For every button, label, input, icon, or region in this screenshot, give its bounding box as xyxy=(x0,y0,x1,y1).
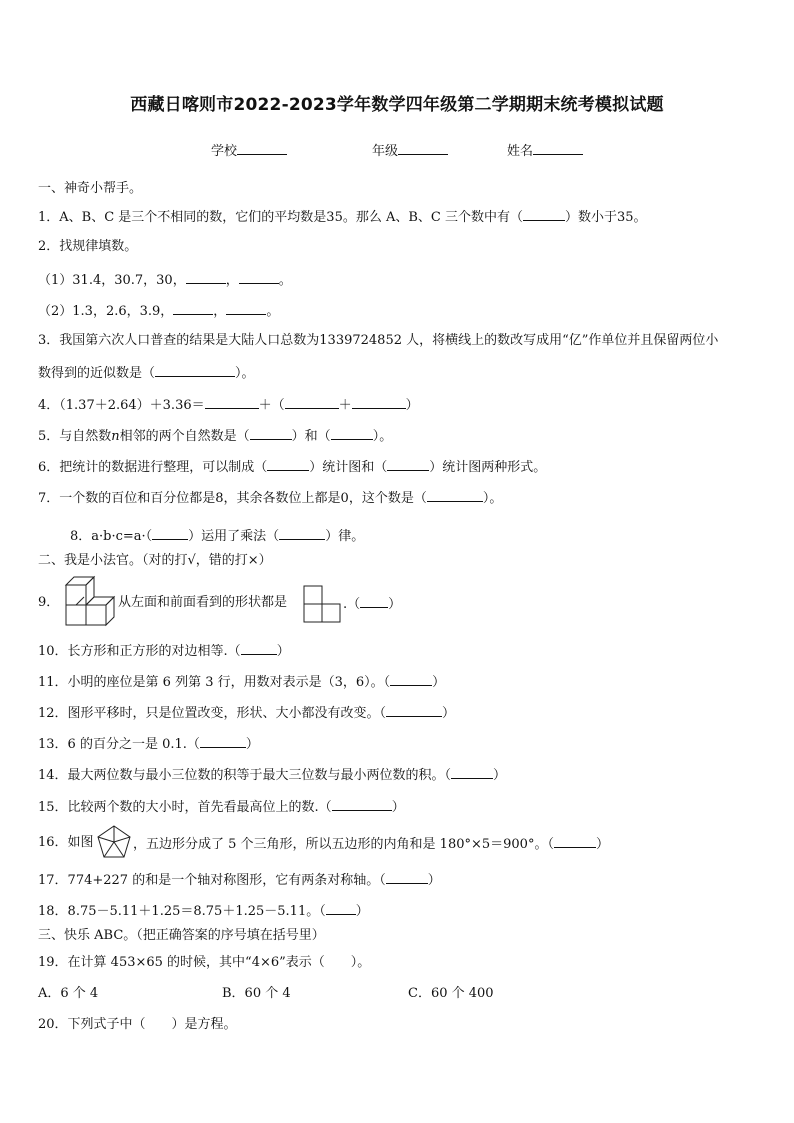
q12-blank[interactable] xyxy=(386,703,442,717)
view-shape-figure xyxy=(302,584,342,624)
section-2-heading: 二、我是小法官。（对的打√，错的打×） xyxy=(38,553,272,568)
question-16-prefix: 16．如图 xyxy=(38,835,94,850)
grade-field xyxy=(372,140,448,159)
q8-blank-b[interactable] xyxy=(279,526,325,540)
name-blank[interactable] xyxy=(533,141,583,155)
question-20-stem: 20．下列式子中（ ）是方程。 xyxy=(38,1017,237,1032)
section-3-heading: 三、快乐 ABC。（把正确答案的序号填在括号里） xyxy=(38,928,325,943)
school-field xyxy=(211,140,287,159)
q2-2-blank-a[interactable] xyxy=(173,301,213,315)
q6-blank-b[interactable] xyxy=(387,457,429,471)
question-4: 4．（1.37＋2.64）＋3.36＝ ＋（ ＋ ） xyxy=(38,395,419,415)
question-17: 17．774+227 的和是一个轴对称图形，它有两条对称轴。（ ） xyxy=(38,870,441,890)
question-3-line-1: 3．我国第六次人口普查的结果是大陆人口总数为1339724852 人，将横线上的数改写成用“亿”作单位并且保留两位小 xyxy=(38,333,719,348)
question-8: 8．a·b·c=a·（ ）运用了乘法（ ）律。 xyxy=(70,526,364,546)
question-14: 14．最大两位数与最小三位数的积等于最大三位数与最小两位数的积。（ ） xyxy=(38,765,506,785)
question-19-option-c[interactable]: C．60 个 400 xyxy=(408,986,494,1001)
question-12: 12．图形平移时，只是位置改变，形状、大小都没有改变。（ ） xyxy=(38,703,455,723)
question-11: 11．小明的座位是第 6 列第 3 行，用数对表示是（3，6）。（ ） xyxy=(38,672,445,692)
page-title: 西藏日喀则市2022-2023学年数学四年级第二学期期末统考模拟试题 xyxy=(130,95,664,115)
q11-blank[interactable] xyxy=(390,672,432,686)
q5-blank-b[interactable] xyxy=(331,426,373,440)
q6-blank-a[interactable] xyxy=(267,457,309,471)
q17-blank[interactable] xyxy=(386,870,428,884)
question-9-answer: .（ ） xyxy=(343,594,401,614)
question-5: 5．与自然数n相邻的两个自然数是（ ）和（ ）。 xyxy=(38,426,392,446)
name-label: 姓名 xyxy=(507,144,534,159)
q16-blank[interactable] xyxy=(554,834,596,848)
q18-blank[interactable] xyxy=(326,901,356,915)
question-7: 7．一个数的百位和百分位都是8，其余各数位上都是0，这个数是（ ）。 xyxy=(38,488,502,508)
q13-blank[interactable] xyxy=(200,734,246,748)
question-6: 6．把统计的数据进行整理，可以制成（ ）统计图和（ ）统计图两种形式。 xyxy=(38,457,546,477)
school-blank[interactable] xyxy=(237,141,287,155)
question-2-part-2: （2）1.3，2.6，3.9， ， 。 xyxy=(38,301,279,321)
question-18: 18．8.75－5.11＋1.25＝8.75＋1.25－5.11。（ ） xyxy=(38,901,369,921)
q2-1-blank-b[interactable] xyxy=(239,270,279,284)
q8-blank-a[interactable] xyxy=(152,526,188,540)
question-1: 1．A、B、C 是三个不相同的数，它们的平均数是35。那么 A、B、C 三个数中有（ ）数小于35。 xyxy=(38,207,647,227)
q4-blank-a[interactable] xyxy=(205,395,259,409)
q2-2-blank-b[interactable] xyxy=(226,301,266,315)
q2-1-blank-a[interactable] xyxy=(186,270,226,284)
question-2-part-1: （1）31.4，30.7，30， ， 。 xyxy=(38,270,292,290)
q9-blank[interactable] xyxy=(360,594,388,608)
question-19-option-b[interactable]: B．60 个 4 xyxy=(222,986,291,1001)
q1-blank[interactable] xyxy=(523,207,565,221)
question-19-stem: 19．在计算 453×65 的时候，其中“4×6”表示（ ）。 xyxy=(38,955,371,970)
q15-blank[interactable] xyxy=(332,797,392,811)
q5-blank-a[interactable] xyxy=(250,426,292,440)
question-19-option-a[interactable]: A．6 个 4 xyxy=(38,986,99,1001)
question-15: 15．比较两个数的大小时，首先看最高位上的数.（ ） xyxy=(38,797,405,817)
cube-stack-figure xyxy=(56,573,116,633)
question-2-stem: 2．找规律填数。 xyxy=(38,239,138,254)
question-10: 10．长方形和正方形的对边相等.（ ） xyxy=(38,641,290,661)
q4-blank-c[interactable] xyxy=(352,395,406,409)
question-16: ，五边形分成了 5 个三角形，所以五边形的内角和是 180°×5＝900°。（ ） xyxy=(133,834,609,854)
name-field xyxy=(507,140,583,159)
question-9: 从左面和前面看到的形状都是 xyxy=(118,595,288,610)
pentagon-figure xyxy=(96,824,132,860)
question-3-line-2: 数得到的近似数是（ ）。 xyxy=(38,363,255,383)
question-9-number: 9． xyxy=(38,595,60,610)
question-13: 13．6 的百分之一是 0.1.（ ） xyxy=(38,734,259,754)
q3-blank[interactable] xyxy=(155,363,235,377)
q7-blank[interactable] xyxy=(427,488,483,502)
grade-label: 年级 xyxy=(372,144,399,159)
section-1-heading: 一、神奇小帮手。 xyxy=(38,181,143,196)
grade-blank[interactable] xyxy=(398,141,448,155)
q10-blank[interactable] xyxy=(241,641,277,655)
q4-blank-b[interactable] xyxy=(285,395,339,409)
q14-blank[interactable] xyxy=(451,765,493,779)
school-label: 学校 xyxy=(211,144,238,159)
